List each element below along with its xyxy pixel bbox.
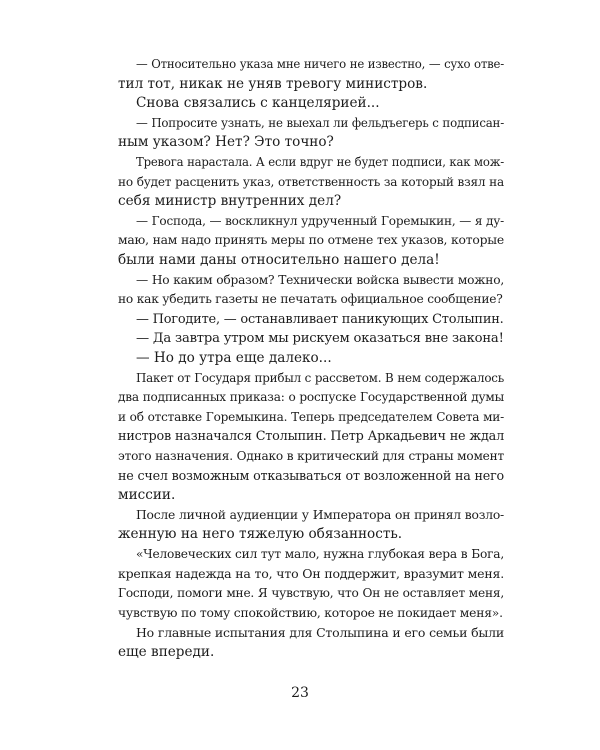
text-line: — Да завтра утром мы рискуем оказаться вне закона! [136, 331, 504, 347]
text-line: — Господа, — воскликнул удрученный Горемыкин, — я ду- [136, 213, 504, 228]
text-line: — Попросите узнать, не выехал ли фельдъегерь с подписан- [136, 115, 504, 130]
text-line: два подписанных приказа: о роспуске Государственной думы [118, 390, 504, 405]
text-line: были нами даны относительно нашего дела! [118, 251, 440, 268]
text-line: не счел возможным отказываться от возложенной на него [118, 468, 504, 484]
text-line: но как убедить газеты не печатать официальное сообщение? [118, 292, 503, 307]
text-line: Но главные испытания для Столыпина и его семьи были [136, 625, 504, 641]
text-line: — Относительно указа мне ничего не известно, — сухо отве- [136, 57, 504, 71]
text-line: себя министр внутренних дел? [118, 193, 342, 210]
text-line: Господи, помоги мне. Я чувствую, что Он не оставляет меня, [118, 586, 504, 601]
text-line: и об отставке Горемыкина. Теперь председателем Совета ми- [118, 409, 504, 424]
text-line: Тревога нарастала. А если вдруг не будет подписи, как мож- [136, 154, 504, 169]
text-line: Снова связались с канцелярией... [136, 95, 380, 112]
text-line: маю, нам надо принять меры по отмене тех указов, которые [118, 233, 504, 248]
text-line: — Но до утра еще далеко... [136, 349, 332, 366]
text-line: Пакет от Государя прибыл с рассветом. В нем содержалось [136, 370, 504, 385]
text-line: тил тот, никак не уняв тревогу министров. [118, 75, 428, 92]
text-line: нистров назначался Столыпин. Петр Аркадьевич не ждал [118, 429, 504, 445]
text-line: чувствую по тому спокойствию, которое не покидает меня». [118, 605, 503, 620]
text-line: После личной аудиенции у Императора он принял возло- [136, 507, 504, 522]
text-line: — Но каким образом? Технически войска вывести можно, [136, 272, 504, 287]
text-line: крепкая надежда на то, что Он поддержит, вразумит меня. [118, 566, 504, 582]
text-line: женную на него тяжелую обязанность. [118, 526, 403, 543]
text-line: ным указом? Нет? Это точно? [118, 134, 334, 151]
text-line: — Погодите, — останавливает паникующих Столыпин. [136, 311, 504, 327]
text-line: «Человеческих сил тут мало, нужна глубокая вера в Бога, [136, 546, 504, 561]
text-line: этого назначения. Однако в критический для страны момент [118, 448, 504, 463]
body-text [118, 55, 504, 662]
text-line: но будет расценить указ, ответственность за который взял на [118, 174, 504, 189]
text-line: миссии. [118, 487, 176, 504]
page-number: 23 [291, 685, 309, 701]
text-line: еще впереди. [118, 643, 215, 660]
